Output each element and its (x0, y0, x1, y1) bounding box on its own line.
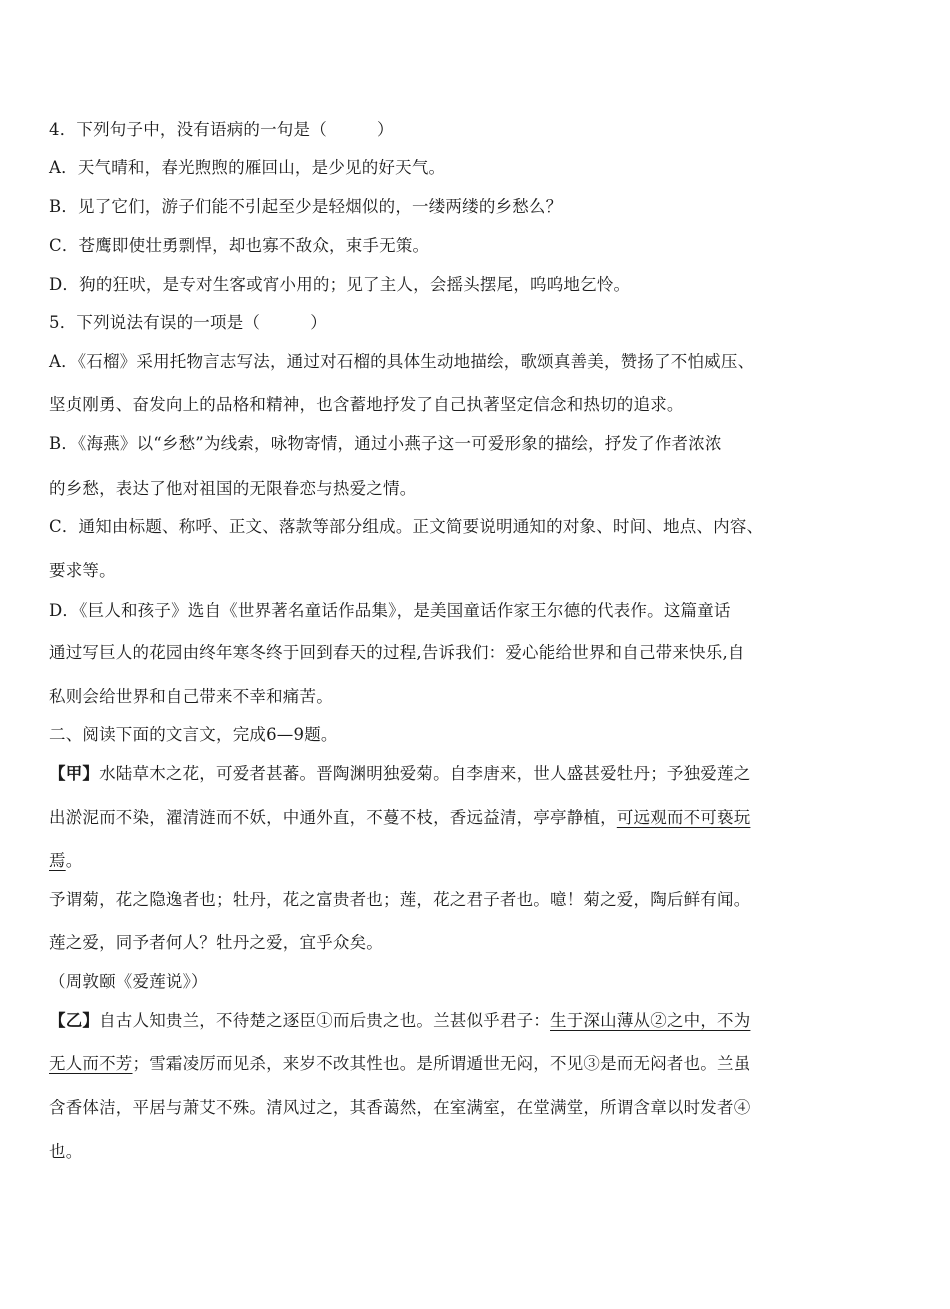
passage-jia-text-3: 。 (65, 851, 83, 870)
passage-jia-line2 (49, 807, 909, 829)
passage-yi-text-2: ；雪霜凌厉而见杀，来岁不改其性也。是所谓遁世无闷，不见③是而无闷者也。兰虽 (132, 1054, 751, 1073)
passage-jia-line1 (49, 763, 909, 785)
passage-jia-line4: 予谓菊，花之隐逸者也；牡丹，花之富贵者也；莲，花之君子者也。噫！菊之爱，陶后鲜有闻。 (49, 890, 751, 909)
underlined-phrase-jia: 可远观而不可亵玩 (616, 808, 751, 827)
passage-yi-line4: 也。 (49, 1142, 83, 1161)
passage-yi-text-1: 自古人知贵兰，不待楚之逐臣①而后贵之也。兰甚似乎君子： (99, 1011, 551, 1030)
q4-option-a: A．天气晴和，春光煦煦的雁回山，是少见的好天气。 (49, 158, 446, 177)
passage-jia-line3 (49, 850, 909, 872)
q5-option-b-line1: B．《海燕》以“乡愁”为线索，咏物寄情，通过小燕子这一可爱形象的描绘，抒发了作者浓浓 (49, 434, 722, 453)
q4-stem: 4．下列句子中，没有语病的一句是（ ） (49, 120, 394, 139)
q5-option-a-line1: A．《石榴》采用托物言志写法，通过对石榴的具体生动地描绘，歌颂真善美，赞扬了不怕威压、 (49, 352, 755, 371)
q5-option-d-line1: D．《巨人和孩子》选自《世界著名童话作品集》，是美国童话作家王尔德的代表作。这篇童话 (49, 601, 731, 620)
q5-option-d-line2: 通过写巨人的花园由终年寒冬终于回到春天的过程,告诉我们：爱心能给世界和自己带来快乐,自 (49, 643, 745, 662)
underlined-phrase-yi: 生于深山薄从②之中，不为 (550, 1011, 751, 1030)
passage-yi-line1 (49, 1010, 909, 1032)
q4-option-b: B．见了它们，游子们能不引起至少是轻烟似的，一缕两缕的乡愁么？ (49, 197, 563, 216)
q5-option-d-line3: 私则会给世界和自己带来不幸和痛苦。 (49, 687, 333, 706)
q4-option-c: C．苍鹰即使壮勇剽悍，却也寡不敌众，束手无策。 (49, 236, 430, 255)
q5-option-b-line2: 的乡愁，表达了他对祖国的无限眷恋与热爱之情。 (49, 479, 417, 498)
underlined-phrase-yi-end: 无人而不芳 (49, 1054, 133, 1073)
passage-yi-line2 (49, 1053, 909, 1075)
passage-yi-line3: 含香体洁，平居与萧艾不殊。清风过之，其香蔼然，在室满室，在堂满堂，所谓含章以时发者④ (49, 1098, 751, 1117)
passage-yi-tag: 【乙】 (49, 1011, 100, 1030)
passage-jia-line5: 莲之爱，同予者何人？牡丹之爱，宜乎众矣。 (49, 933, 383, 952)
passage-jia-tag: 【甲】 (49, 764, 100, 783)
q5-option-c-line2: 要求等。 (49, 561, 116, 580)
underlined-phrase-jia-end: 焉 (49, 851, 66, 870)
passage-jia-source: （周敦颐《爱莲说》） (49, 972, 208, 991)
q5-option-a-line2: 坚贞刚勇、奋发向上的品格和精神，也含蓄地抒发了自己执著坚定信念和热切的追求。 (49, 395, 684, 414)
q5-option-c-line1: C．通知由标题、称呼、正文、落款等部分组成。正文简要说明通知的对象、时间、地点、内容、 (49, 517, 764, 536)
q5-stem: 5．下列说法有误的一项是（ ） (49, 313, 327, 332)
passage-jia-text-2: 出淤泥而不染，濯清涟而不妖，中通外直，不蔓不枝，香远益清，亭亭静植， (49, 808, 617, 827)
q4-option-d: D．狗的狂吠，是专对生客或宵小用的；见了主人，会摇头摆尾，呜呜地乞怜。 (49, 275, 631, 294)
passage-jia-text-1: 水陆草木之花，可爱者甚蕃。晋陶渊明独爱菊。自李唐来，世人盛甚爱牡丹；予独爱莲之 (99, 764, 751, 783)
section-heading: 二、阅读下面的文言文，完成6—9题。 (49, 725, 338, 744)
